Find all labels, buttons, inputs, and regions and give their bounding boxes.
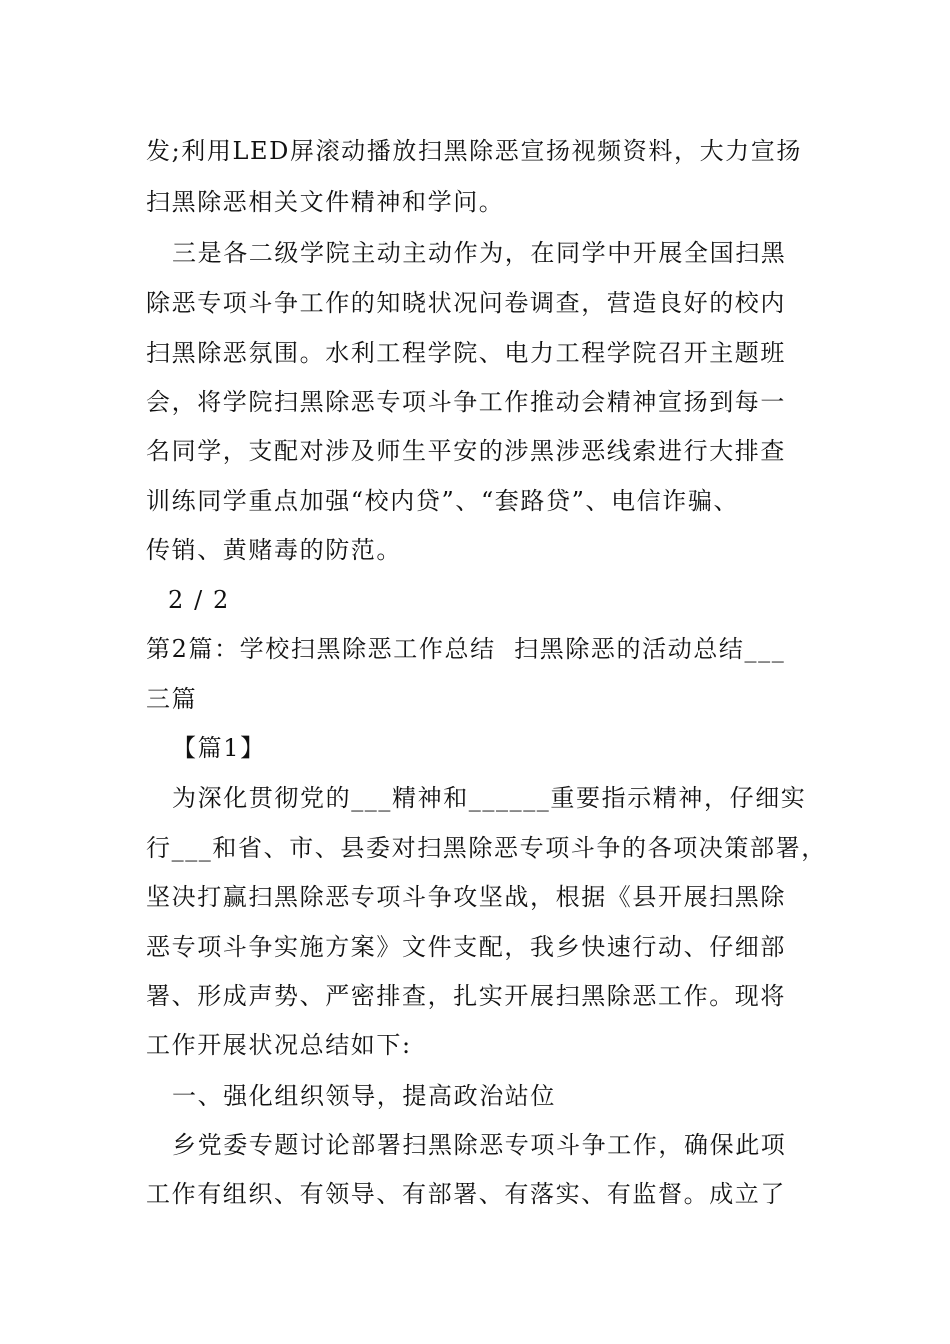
text-line: 工作开展状况总结如下: xyxy=(146,1031,412,1059)
text-line: 除恶专项斗争工作的知晓状况问卷调查，营造良好的校内 xyxy=(146,289,786,317)
text-line: 扫黑除恶相关文件精神和学问。 xyxy=(146,188,505,216)
section-heading: 第2篇：学校扫黑除恶工作总结 扫黑除恶的活动总结___ xyxy=(146,635,786,663)
text-line: 恶专项斗争实施方案》文件支配，我乡快速行动、仔细部 xyxy=(146,933,786,961)
text-line: 行___和省、市、县委对扫黑除恶专项斗争的各项决策部署， xyxy=(146,834,827,862)
text-line: 乡党委专题讨论部署扫黑除恶专项斗争工作，确保此项 xyxy=(172,1131,787,1159)
text-line: 会，将学院扫黑除恶专项斗争工作推动会精神宣扬到每一 xyxy=(146,388,786,416)
page-number: 2 / 2 xyxy=(168,586,230,614)
text-line: 训练同学重点加强“校内贷”、“套路贷”、电信诈骗、 xyxy=(146,487,740,515)
article-label: 【篇1】 xyxy=(172,734,266,762)
subsection-heading: 一、强化组织领导，提高政治站位 xyxy=(172,1082,556,1110)
section-heading: 三篇 xyxy=(146,685,198,713)
text-line: 工作有组织、有领导、有部署、有落实、有监督。成立了 xyxy=(146,1180,786,1208)
text-line: 署、形成声势、严密排查，扎实开展扫黑除恶工作。现将 xyxy=(146,982,786,1010)
text-line: 三是各二级学院主动主动作为，在同学中开展全国扫黑 xyxy=(172,239,787,267)
text-line: 扫黑除恶氛围。水利工程学院、电力工程学院召开主题班 xyxy=(146,339,786,367)
text-line: 传销、黄赌毒的防范。 xyxy=(146,536,402,564)
text-line: 发;利用LED屏滚动播放扫黑除恶宣扬视频资料，大力宣扬 xyxy=(146,137,802,165)
text-line: 坚决打赢扫黑除恶专项斗争攻坚战，根据《县开展扫黑除 xyxy=(146,883,786,911)
text-line: 名同学，支配对涉及师生平安的涉黑涉恶线索进行大排查 xyxy=(146,437,786,465)
text-line: 为深化贯彻党的___精神和______重要指示精神，仔细实 xyxy=(172,784,807,812)
